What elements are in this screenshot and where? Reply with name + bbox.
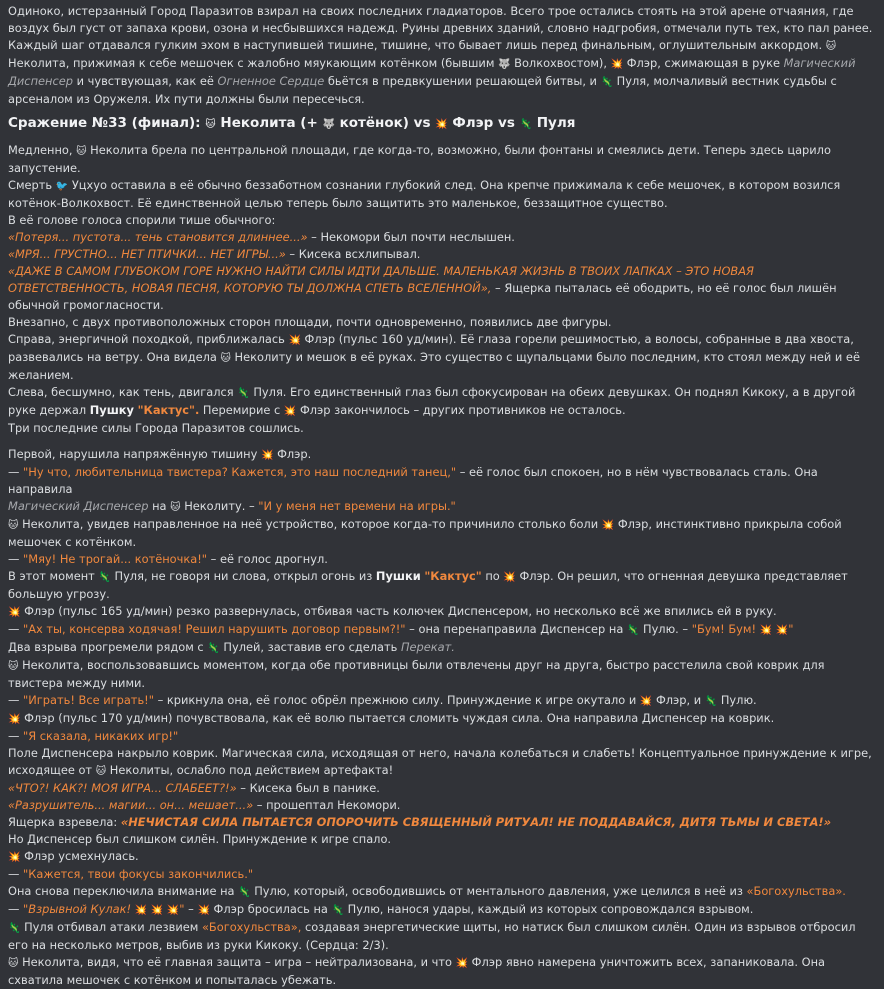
- explosion-icon: 💥: [503, 572, 516, 583]
- paragraph: Слева, бесшумно, как тень, двигался 🦎 Пуля. Его единственный глаз был сфокусирован на обеих девушках. Он поднял Кикоку, а в другой руке держал Пушку "Кактус". Перемирие с 💥 Флэр закончилось – других противников не осталось.: [8, 385, 856, 417]
- dialogue-line: — "Играть! Все играть!" – крикнула она, её голос обрёл прежнюю силу. Принуждение к игре окутало и 💥 Флэр, и 🦎 Пулю.: [8, 693, 757, 707]
- voice-line: Ящерка взревела: «НЕЧИСТАЯ СИЛА ПЫТАЕТСЯ ОПОРОЧИТЬ СВЯЩЕННЫЙ РИТУАЛ! НЕ ПОДДАВАЙСЯ, ДИТЯ ТЬМЫ И СВЕТА!»: [8, 815, 831, 829]
- wolf-icon: 🐺: [498, 59, 511, 70]
- explosion-icon: 💥: [8, 714, 21, 725]
- dialogue-line: — "Я сказала, никаких игр!": [8, 729, 179, 743]
- cat-icon: 🐱: [220, 353, 231, 364]
- voice-line: «ДАЖЕ В САМОМ ГЛУБОКОМ ГОРЕ НУЖНО НАЙТИ СИЛЫ ИДТИ ДАЛЬШЕ. МАЛЕНЬКАЯ ЖИЗНЬ В ТВОИХ ЛАПКАХ – ЭТО НОВАЯ ОТВЕТСТВЕННОСТЬ, НОВАЯ ПЕСНЯ, КОТОРУЮ ТЫ ДОЛЖНА СПЕТЬ ВСЕЛЕННОЙ», – Ящерка пыталась её ободрить, но её голос был лишён обычной громогласности.: [8, 264, 837, 312]
- dialogue-line: — "Кажется, твои фокусы закончились.": [8, 867, 254, 881]
- explosion-icon: 💥: [601, 520, 615, 531]
- cat-icon: 🐱: [76, 146, 87, 157]
- cat-icon: 🐱: [825, 41, 837, 52]
- explosion-icon: 💥: [166, 905, 180, 916]
- lizard-icon: 🦎: [237, 388, 250, 399]
- dialogue-line: — "Ах ты, консерва ходячая! Решил нарушить договор первым?!" – она перенаправила Диспенсер на 🦎 Пулю. – "Бум! Бум! 💥 💥": [8, 622, 794, 636]
- explosion-icon: 💥: [197, 905, 210, 916]
- explosion-icon: 💥: [134, 905, 148, 916]
- cat-icon: 🐱: [8, 520, 19, 531]
- explosion-icon: 💥: [455, 958, 469, 969]
- paragraph: 💥 Флэр усмехнулась.: [8, 849, 139, 863]
- voice-line: «МРЯ... ГРУСТНО... НЕТ ПТИЧКИ... НЕТ ИГРЫ...» – Кисека всхлипывал.: [8, 247, 421, 261]
- paragraph: Справа, энергичной походкой, приближалась 💥 Флэр (пульс 160 уд/мин). Её глаза горели решимостью, а волосы, собранные в два хвоста, развевались на ветру. Она видела 🐱 Неколиту и мешок в её руках. Это существо с щупальцами было последним, кто стоял между ней и её желанием.: [8, 332, 860, 382]
- lizard-icon: 🦎: [8, 923, 21, 934]
- paragraph: Она снова переключила внимание на 🦎 Пулю, который, освободившись от ментального давления, уже целился в неё из «Богохульства».: [8, 884, 846, 898]
- explosion-icon: 💥: [8, 607, 21, 618]
- voice-line: «Разрушитель... магии... он... мешает...» – прошептал Некомори.: [8, 798, 401, 812]
- paragraph: Но Диспенсер был слишком силён. Принуждение к игре спало.: [8, 832, 392, 846]
- lizard-icon: 🦎: [331, 905, 344, 916]
- explosion-icon: 💥: [435, 119, 448, 130]
- dialogue-line: — "Взрывной Кулак! 💥 💥 💥" – 💥 Флэр бросилась на 🦎 Пулю, нанося удары, каждый из которых сопровождался взрывом.: [8, 902, 754, 916]
- paragraph: Поле Диспенсера накрыло коврик. Магическая сила, исходящая от него, начала колебаться и слабеть! Концептуальное принуждение к игре, исходящее от 🐱 Неколиты, ослабло под действием артефакта!: [8, 746, 872, 777]
- dialogue-line: — "Ну что, любительница твистера? Кажется, это наш последний танец," – её голос был спокоен, но в нём чувствовалась сталь. Она направила Магический Диспенсер на 🐱 Неколиту. – "И у меня нет времени на игры.": [8, 465, 818, 513]
- paragraph: Медленно, 🐱 Неколита брела по центральной площади, где когда-то, возможно, были фонтаны и смеялись дети. Теперь здесь царило запустение. Смерть 🐦 Уцхуо оставила в её обычно беззаботном сознании глубокий след. Она крепче прижимала к себе мешочек, в котором возился котёнок-Волкохвост. Её единственной целью теперь было защитить это маленькое, беззащитное существо.: [8, 143, 841, 210]
- bird-icon: 🐦: [55, 181, 69, 192]
- explosion-icon: 💥: [759, 625, 773, 636]
- paragraph: Три последние силы Города Паразитов сошлись.: [8, 421, 304, 435]
- voice-line: «ЧТО?! КАК?! МОЯ ИГРА... СЛАБЕЕТ?!» – Кисека был в панике.: [8, 781, 380, 795]
- intro-paragraph: Одиноко, истерзанный Город Паразитов взирал на своих последних гладиаторов. Всего трое остались стоять на этой арене отчаяния, где воздух был густ от запаха крови, озона и несбывшихся надежд. Руины древних зданий, словно надгробия, отмечали путь тех, кто пал ранее. Каждый шаг отдавался гулким эхом в наступившей тишине, тишине, что бывает лишь перед финальным, оглушительным аккордом. 🐱 Неколита, прижимая к себе мешочек с жалобно мяукающим котёнком (бывшим 🐺 Волкохвостом), 💥 Флэр, сжимающая в руке Магический Диспенсер и чувствующая, как её Огненное Сердце бьётся в предвкушении решающей битвы, и 🦎 Пуля, молчаливый вестник судьбы с арсеналом из Оружеля. Их пути должны были пересечься.: [8, 4, 873, 106]
- explosion-icon: 💥: [260, 450, 274, 461]
- explosion-icon: 💥: [8, 852, 21, 863]
- cat-icon: 🐱: [95, 766, 107, 777]
- voice-line: «Потеря... пустота... тень становится длиннее...» – Некомори был почти неслышен.: [8, 230, 515, 244]
- lizard-icon: 🦎: [626, 625, 640, 636]
- lizard-icon: 🦎: [519, 119, 533, 130]
- paragraph: В этот момент 🦎 Пуля, не говоря ни слова, открыл огонь из Пушки "Кактус" по 💥 Флэр. Он решил, что огненная девушка представляет большую угрозу.: [8, 569, 848, 601]
- lizard-icon: 🦎: [600, 77, 614, 88]
- battle-heading: Сражение №33 (финал): 🐱 Неколита (+ 🐺 котёнок) vs 💥 Флэр vs 🦎 Пуля: [8, 115, 576, 131]
- explosion-icon: 💥: [610, 59, 624, 70]
- dispenser-italic: Магический Диспенсер: [8, 56, 856, 88]
- paragraph: Внезапно, с двух противоположных сторон площади, почти одновременно, появились две фигуры.: [8, 315, 612, 329]
- paragraph: 🐱 Неколита, видя, что её главная защита – игра – нейтрализована, и что 💥 Флэр явно намерена уничтожить всех, запаниковала. Она схватила мешочек с котёнком и попыталась убежать.: [8, 955, 826, 987]
- explosion-icon: 💥: [639, 696, 653, 707]
- paragraph: 🦎 Пуля отбивал атаки лезвием «Богохульства», создавая энергетические щиты, но натиск был слишком силён. Один из взрывов отбросил его на несколько метров, выбив из руки Кикоку. (Сердца: 2/3).: [8, 920, 856, 952]
- lizard-icon: 🦎: [704, 696, 718, 707]
- paragraph: 🐱 Неколита, воспользовавшись моментом, когда обе противницы были отвлечены друг на друга, быстро расстелила свой коврик для твистера между ними.: [8, 658, 825, 690]
- lizard-icon: 🦎: [207, 643, 220, 654]
- paragraph: Два взрыва прогремели рядом с 🦎 Пулей, заставив его сделать Перекат.: [8, 640, 455, 654]
- paragraph: 💥 Флэр (пульс 170 уд/мин) почувствовала, как её волю пытается сломить чуждая сила. Она направила Диспенсер на коврик.: [8, 711, 775, 725]
- lizard-icon: 🦎: [238, 887, 251, 898]
- cat-icon: 🐱: [205, 119, 216, 130]
- explosion-icon: 💥: [775, 625, 789, 636]
- wolf-icon: 🐺: [322, 119, 335, 130]
- explosion-icon: 💥: [150, 905, 164, 916]
- cat-icon: 🐱: [8, 661, 19, 672]
- explosion-icon: 💥: [283, 406, 297, 417]
- paragraph: 💥 Флэр (пульс 165 уд/мин) резко развернулась, отбивая часть колючек Диспенсером, но несколько всё же впились ей в руку.: [8, 604, 777, 618]
- lizard-icon: 🦎: [98, 572, 111, 583]
- paragraph: Первой, нарушила напряжённую тишину 💥 Флэр.: [8, 447, 312, 461]
- dialogue-line: — "Мяу! Не трогай... котёночка!" – её голос дрогнул.: [8, 552, 328, 566]
- cat-icon: 🐱: [170, 502, 181, 513]
- fire-heart-italic: Огненное Сердце: [217, 74, 325, 88]
- paragraph: 🐱 Неколита, увидев направленное на неё устройство, которое когда-то причинило столько боли 💥 Флэр, инстинктивно прикрыла собой мешочек с котёнком.: [8, 517, 842, 549]
- paragraph: В её голове голоса спорили тише обычного:: [8, 213, 276, 227]
- explosion-icon: 💥: [288, 335, 301, 346]
- cat-icon: 🐱: [8, 958, 19, 969]
